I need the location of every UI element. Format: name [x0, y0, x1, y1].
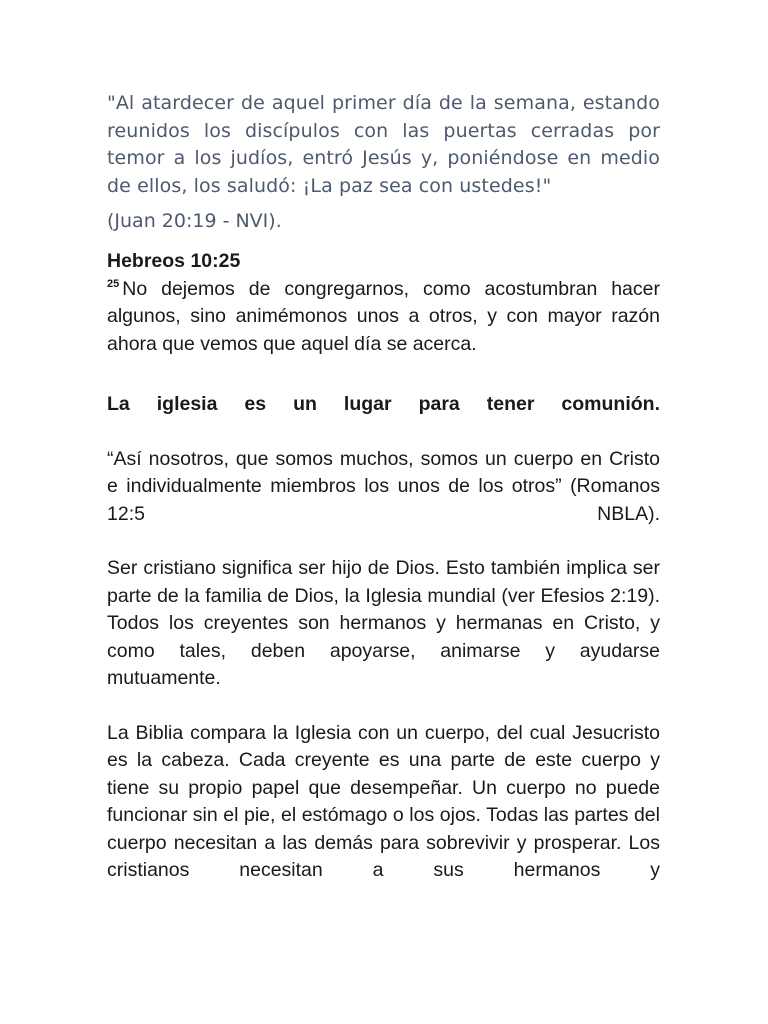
verse-title: Hebreos 10:25	[107, 250, 241, 272]
quote-reference: (Juan 20:19 - NVI).	[107, 210, 282, 232]
section-heading: La iglesia es un lugar para tener comunión.	[107, 393, 660, 415]
paragraph-family-of-god: Ser cristiano significa ser hijo de Dios. Esto también implica ser parte de la familia de Dios, la Iglesia mundial (ver Efesios 2:19). Todos los creyentes son hermanos y hermanas en Cristo, y como tales, deben apoyarse, animarse y ayudarse mutuamente.	[107, 557, 660, 689]
verse-text: No dejemos de congregarnos, como acostumbran hacer algunos, sino animémonos unos a otros, y con mayor razón ahora que vemos que aquel día se acerca.	[107, 277, 660, 355]
verse-number: 25	[107, 278, 120, 290]
scripture-reference: (Romanos 12:5 NBLA).	[107, 475, 661, 525]
scripture-text: “Así nosotros, que somos muchos, somos un cuerpo en Cristo e individualmente miembros los unos de los otros”	[107, 447, 660, 497]
quote-text: "Al atardecer de aquel primer día de la semana, estando reunidos los discípulos con las puertas cerradas por temor a los judíos, entró Jesús y, poniéndose en medio de ellos, los saludó: ¡La paz sea con ustedes!"	[107, 92, 660, 197]
verse-body	[107, 276, 660, 359]
paragraph-church-as-body: La Biblia compara la Iglesia con un cuerpo, del cual Jesucristo es la cabeza. Cada creyente es una parte de este cuerpo y tiene su propio papel que desempeñar. Un cuerpo no puede funcionar sin el pie, el estómago o los ojos. Todas las partes del cuerpo necesitan a las demás para sobrevivir y prosperar. Los cristianos necesitan a sus hermanos y	[107, 721, 660, 881]
scripture-paragraph	[107, 446, 660, 529]
document-page	[107, 90, 660, 885]
